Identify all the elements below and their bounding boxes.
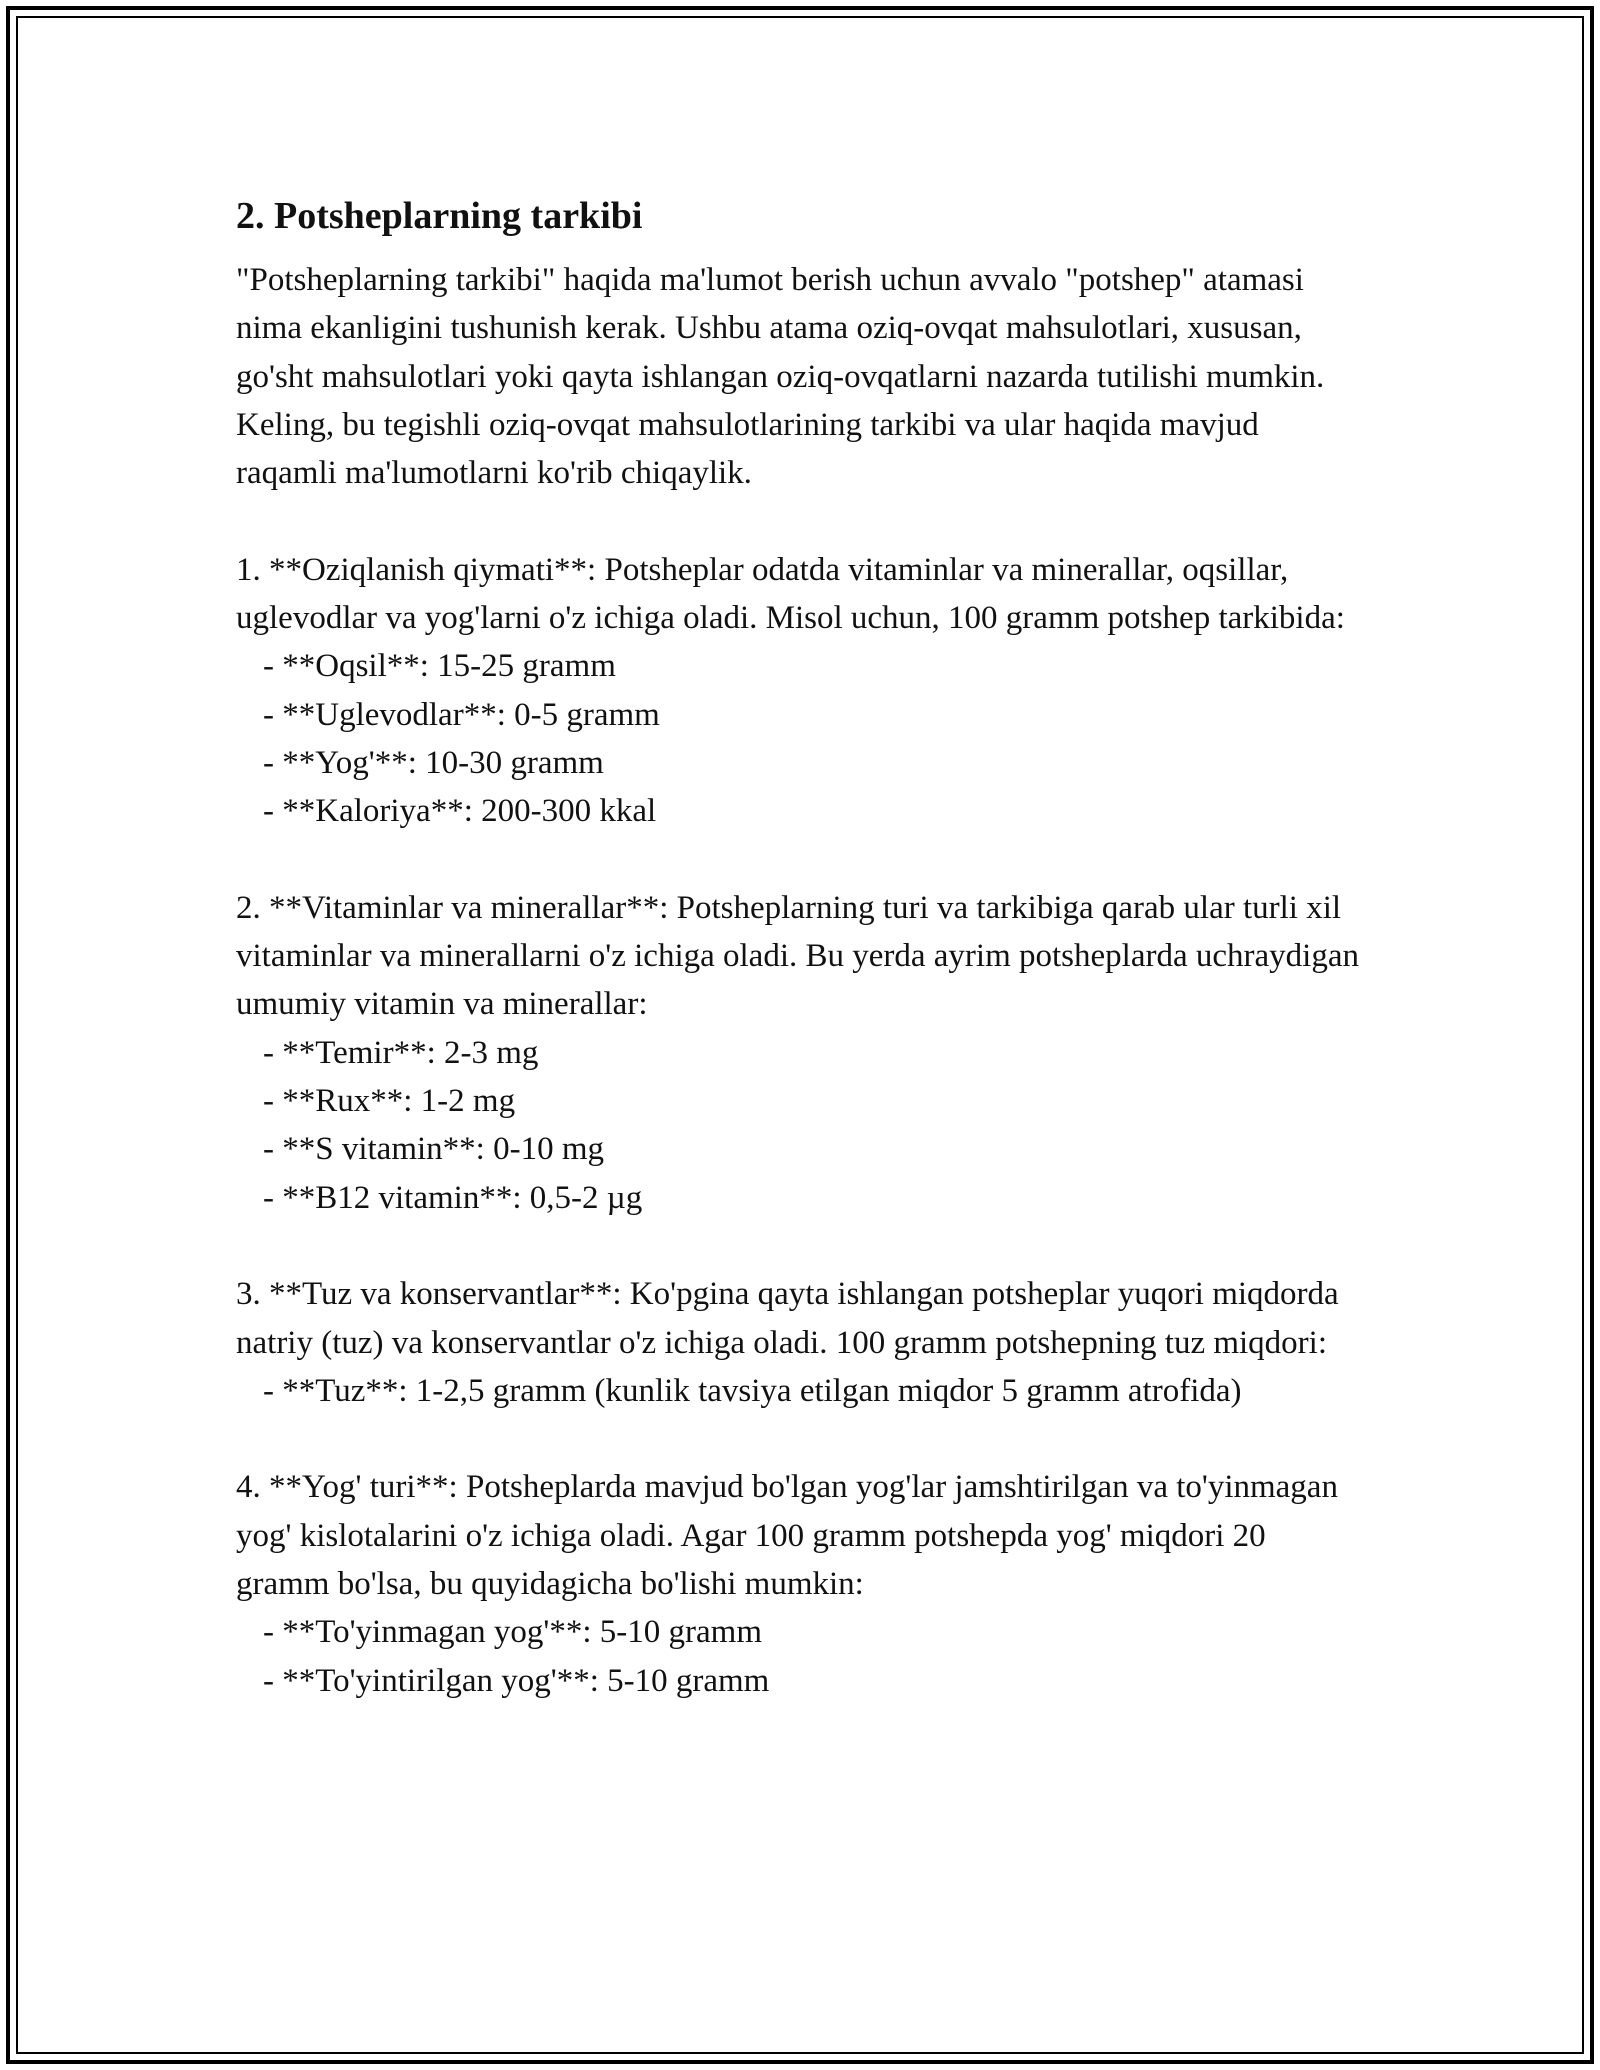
list-item: - **To'yinmagan yog'**: 5-10 gramm [263, 1614, 762, 1651]
section-fat-types [236, 1463, 1366, 1704]
section-intro: 1. **Oziqlanish qiymati**: Potsheplar odatda vitaminlar va minerallar, oqsillar, uglevodlar va yog'larni o'z ichiga oladi. Misol uchun, 100 gramm potshep tarkibida: [236, 551, 1345, 637]
list-item: - **B12 vitamin**: 0,5-2 µg [263, 1179, 643, 1216]
section-intro: 4. **Yog' turi**: Potsheplarda mavjud bo'lgan yog'lar jamshtirilgan va to'yinmagan yog' kislotalarini o'z ichiga oladi. Agar 100 gramm potshepda yog' miqdori 20 gramm bo'lsa, bu quyidagicha bo'lishi mumkin: [236, 1469, 1338, 1603]
list-item: - **Kaloriya**: 200-300 kkal [263, 793, 657, 830]
section-heading: 2. Potsheplarning tarkibi [236, 195, 643, 237]
list-item: - **Tuz**: 1-2,5 gramm (kunlik tavsiya etilgan miqdor 5 gramm atrofida) [263, 1372, 1242, 1409]
section-vitamins [236, 884, 1366, 1222]
list-item: - **Yog'**: 10-30 gramm [263, 744, 604, 781]
section-salt [236, 1270, 1366, 1415]
list-item: - **S vitamin**: 0-10 mg [263, 1131, 604, 1168]
list-item: - **Rux**: 1-2 mg [263, 1083, 516, 1120]
section-intro: 2. **Vitaminlar va minerallar**: Potsheplarning turi va tarkibiga qarab ular turli xil vitaminlar va minerallarni o'z ichiga oladi. Bu yerda ayrim potsheplarda uchraydigan umumiy vitamin va minerallar: [236, 889, 1359, 1023]
list-item: - **Uglevodlar**: 0-5 gramm [263, 696, 660, 733]
section-nutrition [236, 546, 1366, 836]
intro-paragraph: "Potsheplarning tarkibi" haqida ma'lumot berish uchun avvalo "potshep" atamasi nima ekanligini tushunish kerak. Ushbu atama oziq-ovqat mahsulotlari, xususan, go'sht mahsulotlari yoki qayta ishlangan oziq-ovqatlarni nazarda tutilishi mumkin. Keling, bu tegishli oziq-ovqat mahsulotlarining tarkibi va ular haqida mavjud raqamli ma'lumotlarni ko'rib chiqaylik. [236, 262, 1325, 492]
list-item: - **Oqsil**: 15-25 gramm [263, 648, 616, 685]
list-item: - **To'yintirilgan yog'**: 5-10 gramm [263, 1662, 770, 1699]
list-item: - **Temir**: 2-3 mg [263, 1034, 539, 1071]
document-body [236, 186, 1366, 1705]
section-intro: 3. **Tuz va konservantlar**: Ko'pgina qayta ishlangan potsheplar yuqori miqdorda natriy (tuz) va konservantlar o'z ichiga oladi. 100 gramm potshepning tuz miqdori: [236, 1276, 1339, 1361]
